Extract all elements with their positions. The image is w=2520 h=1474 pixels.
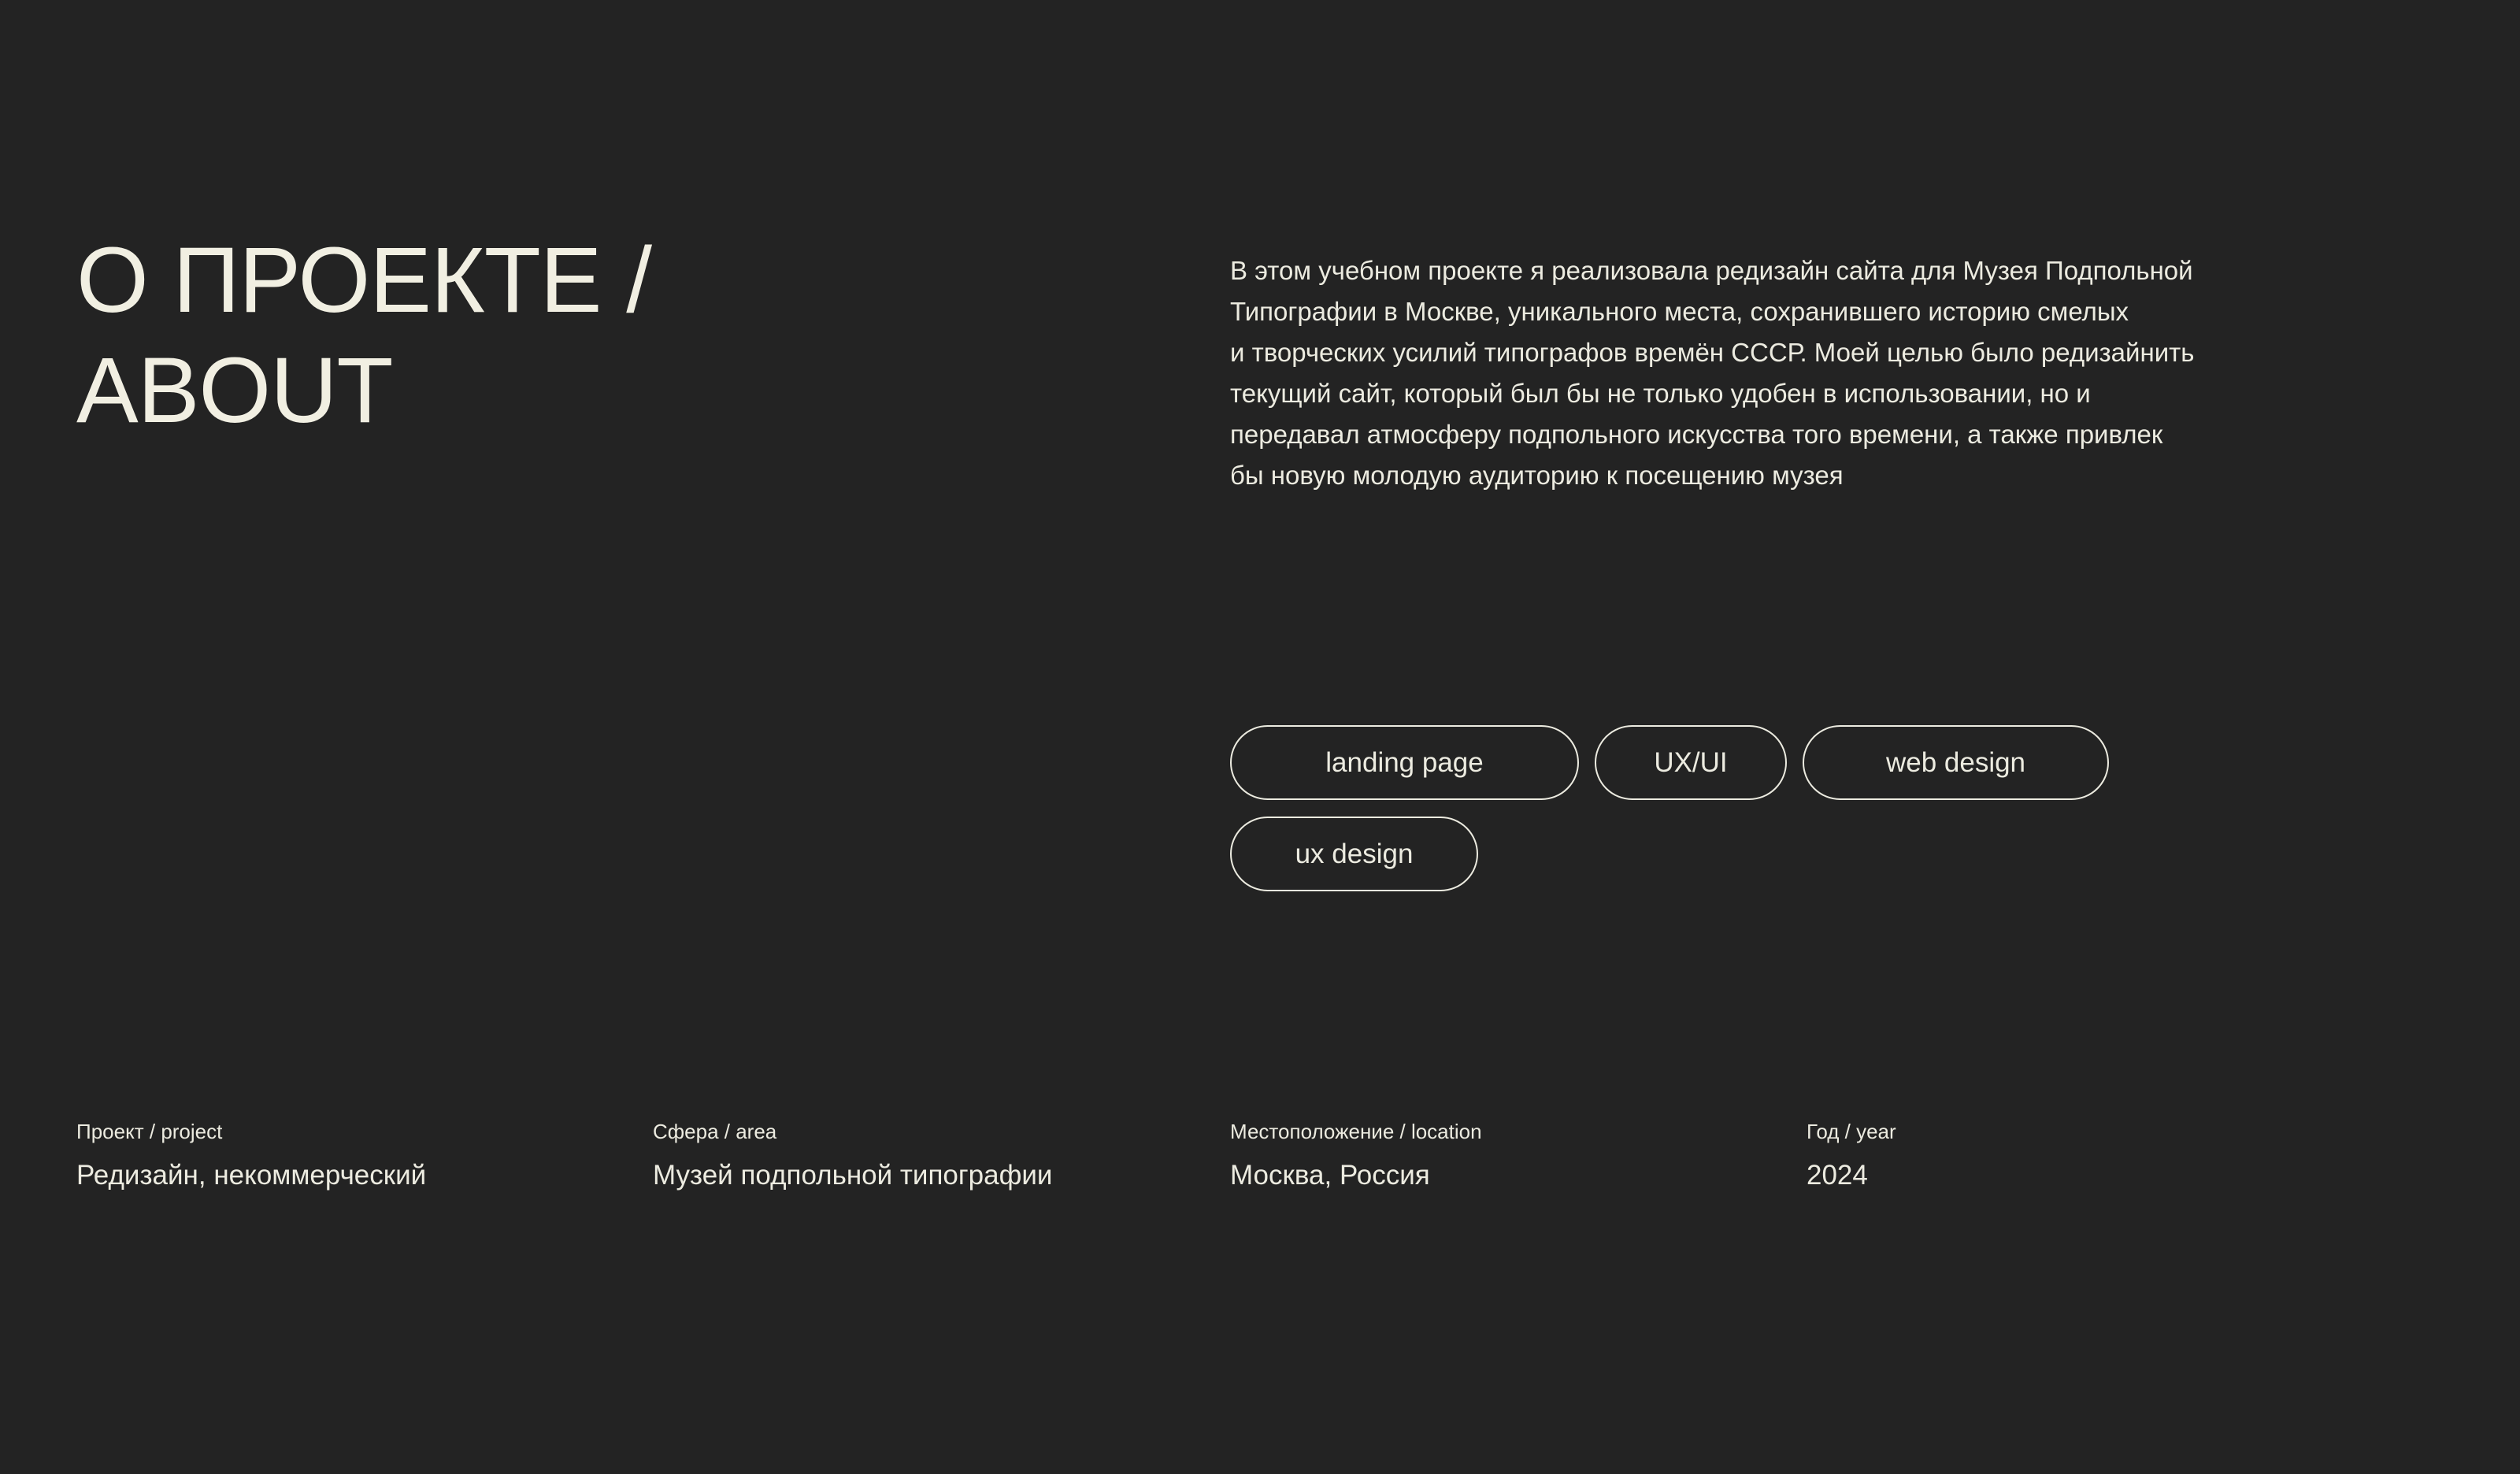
meta-area <box>653 1117 1052 1193</box>
meta-location <box>1230 1117 1482 1193</box>
tag-ux-ui[interactable]: UX/UI <box>1595 725 1787 800</box>
tag-ux-design[interactable]: ux design <box>1230 817 1478 891</box>
meta-year-label: Год / year <box>1807 1120 1896 1143</box>
meta-year-value: 2024 <box>1807 1160 1868 1191</box>
tag-list <box>1230 725 2207 908</box>
meta-year <box>1807 1117 1896 1193</box>
section-title <box>76 225 651 446</box>
section-title-line-en: ABOUT <box>76 339 393 443</box>
section-title-line-ru: О ПРОЕКТЕ / <box>76 228 652 332</box>
tag-row <box>1230 725 2207 800</box>
meta-project-label: Проект / project <box>76 1120 223 1143</box>
meta-area-label: Сфера / area <box>653 1120 777 1143</box>
project-description: В этом учебном проекте я реализовала редизайн сайта для Музея Подпольной Типографии в Москве, уникального места, сохранившего историю смелых и творческих усилий типографов времён СССР. Моей целью было редизайнить текущий сайт, который был бы не только удобен в использовании, но и передавал атмосферу подпольного искусства того времени, а также привлек бы новую молодую аудиторию к посещению музея <box>1230 256 2195 490</box>
meta-location-label: Местоположение / location <box>1230 1120 1482 1143</box>
tag-web-design[interactable]: web design <box>1803 725 2109 800</box>
tag-row <box>1230 817 2207 891</box>
meta-project <box>76 1117 426 1193</box>
project-meta <box>0 1117 2520 1196</box>
meta-project-value: Редизайн, некоммерческий <box>76 1160 427 1191</box>
meta-area-value: Музей подпольной типографии <box>653 1160 1053 1191</box>
tag-landing-page[interactable]: landing page <box>1230 725 1579 800</box>
meta-location-value: Москва, Россия <box>1230 1160 1430 1191</box>
